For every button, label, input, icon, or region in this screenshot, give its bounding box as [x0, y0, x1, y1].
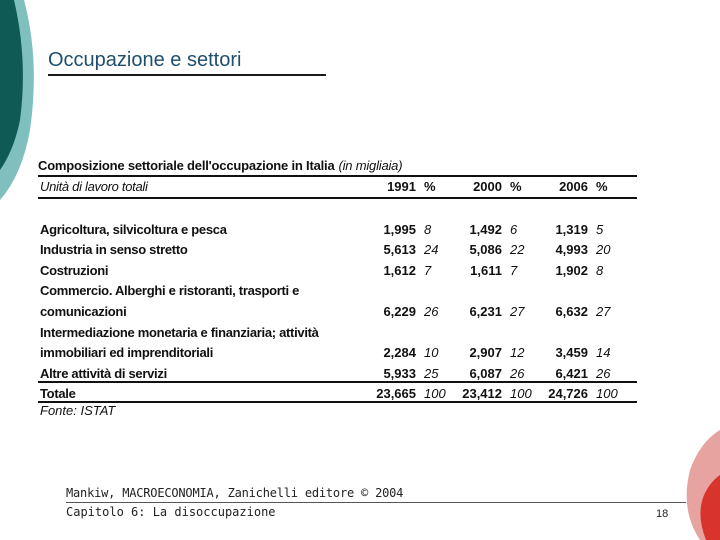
header-year-2000: 2000	[473, 179, 502, 194]
row-label-line1: Commercio. Alberghi e ristoranti, trasporti e	[40, 283, 300, 299]
cell-pct-2000: 27	[510, 303, 525, 319]
table-title	[38, 157, 638, 175]
total-2006: 24,726	[548, 386, 588, 402]
cell-pct-1991: 7	[424, 262, 432, 278]
cell-2006: 4,993	[555, 242, 588, 258]
row-label: Industria in senso stretto	[40, 242, 188, 258]
cell-pct-2000: 26	[510, 365, 525, 381]
cell-pct-2006: 20	[596, 242, 611, 258]
cell-pct-1991: 10	[424, 345, 439, 361]
cell-1991: 5,933	[383, 365, 416, 381]
table-row-label-line	[40, 323, 628, 344]
table-row	[40, 343, 628, 364]
cell-2000: 6,087	[469, 365, 502, 381]
cell-2000: 2,907	[469, 345, 502, 361]
total-1991: 23,665	[376, 386, 416, 402]
cell-pct-2000: 12	[510, 345, 525, 361]
rule-under-header	[38, 197, 637, 199]
cell-pct-2006: 26	[596, 365, 611, 381]
table-row-label-line	[40, 281, 628, 302]
data-table	[38, 157, 638, 418]
rule-bottom	[38, 401, 637, 403]
cell-pct-2000: 6	[510, 221, 518, 237]
cell-pct-2006: 8	[596, 262, 604, 278]
cell-1991: 5,613	[383, 242, 416, 258]
rule-above-total	[38, 381, 637, 383]
cell-2006: 6,632	[555, 303, 588, 319]
cell-1991: 6,229	[383, 303, 416, 319]
cell-2006: 3,459	[555, 345, 588, 361]
total-pct-1991: 100	[424, 386, 446, 402]
cell-pct-2006: 5	[596, 221, 604, 237]
table-row	[40, 240, 628, 261]
table-subtitle: (in migliaia)	[338, 158, 403, 173]
cell-pct-1991: 25	[424, 365, 439, 381]
header-label: Unità di lavoro totali	[40, 179, 148, 194]
cell-2006: 1,319	[555, 221, 588, 237]
header-pct-1: %	[424, 179, 436, 194]
footer-divider	[66, 502, 686, 503]
header-year-1991: 1991	[387, 179, 416, 194]
header-pct-2: %	[510, 179, 522, 194]
cell-pct-1991: 8	[424, 221, 432, 237]
header-pct-3: %	[596, 179, 608, 194]
row-label: comunicazioni	[40, 303, 127, 319]
cell-pct-2006: 14	[596, 345, 611, 361]
row-label: Agricoltura, silvicoltura e pesca	[40, 221, 227, 237]
total-pct-2000: 100	[510, 386, 532, 402]
total-pct-2006: 100	[596, 386, 618, 402]
title-underline	[48, 74, 326, 76]
cell-2000: 1,611	[470, 262, 502, 278]
row-label-line1: Intermediazione monetaria e finanziaria; attività	[40, 324, 319, 340]
table-body	[40, 177, 628, 405]
table-source: Fonte: ISTAT	[40, 403, 116, 418]
slide-title: Occupazione e settori	[48, 49, 242, 71]
row-label: Costruzioni	[40, 262, 109, 278]
page-number: 18	[656, 508, 669, 520]
table-row	[40, 302, 628, 323]
cell-2000: 1,492	[469, 221, 502, 237]
cell-pct-1991: 24	[424, 242, 439, 258]
total-2000: 23,412	[462, 386, 502, 402]
cell-pct-2000: 7	[510, 262, 518, 278]
footer-chapter: Capitolo 6: La disoccupazione	[66, 505, 276, 519]
table-title-text: Composizione settoriale dell'occupazione in Italia	[38, 158, 335, 173]
cell-2000: 5,086	[469, 242, 502, 258]
row-label: Altre attività di servizi	[40, 365, 167, 381]
footer-credit: Mankiw, MACROECONOMIA, Zanichelli editore © 2004	[66, 486, 404, 500]
cell-2006: 1,902	[555, 262, 588, 278]
cell-pct-2000: 22	[510, 242, 525, 258]
table-row	[40, 220, 628, 241]
cell-1991: 1,995	[383, 221, 416, 237]
header-year-2006: 2006	[559, 179, 588, 194]
cell-pct-2006: 27	[596, 303, 611, 319]
row-label: immobiliari ed imprenditoriali	[40, 345, 214, 361]
decorative-corner-bottom-right	[680, 430, 720, 540]
table-header-row	[40, 177, 628, 198]
cell-2000: 6,231	[469, 303, 502, 319]
cell-2006: 6,421	[555, 365, 588, 381]
table-row	[40, 261, 628, 282]
cell-pct-1991: 26	[424, 303, 439, 319]
spacer-row	[40, 198, 628, 220]
cell-1991: 1,612	[383, 262, 416, 278]
total-label: Totale	[40, 386, 76, 402]
cell-1991: 2,284	[383, 345, 416, 361]
